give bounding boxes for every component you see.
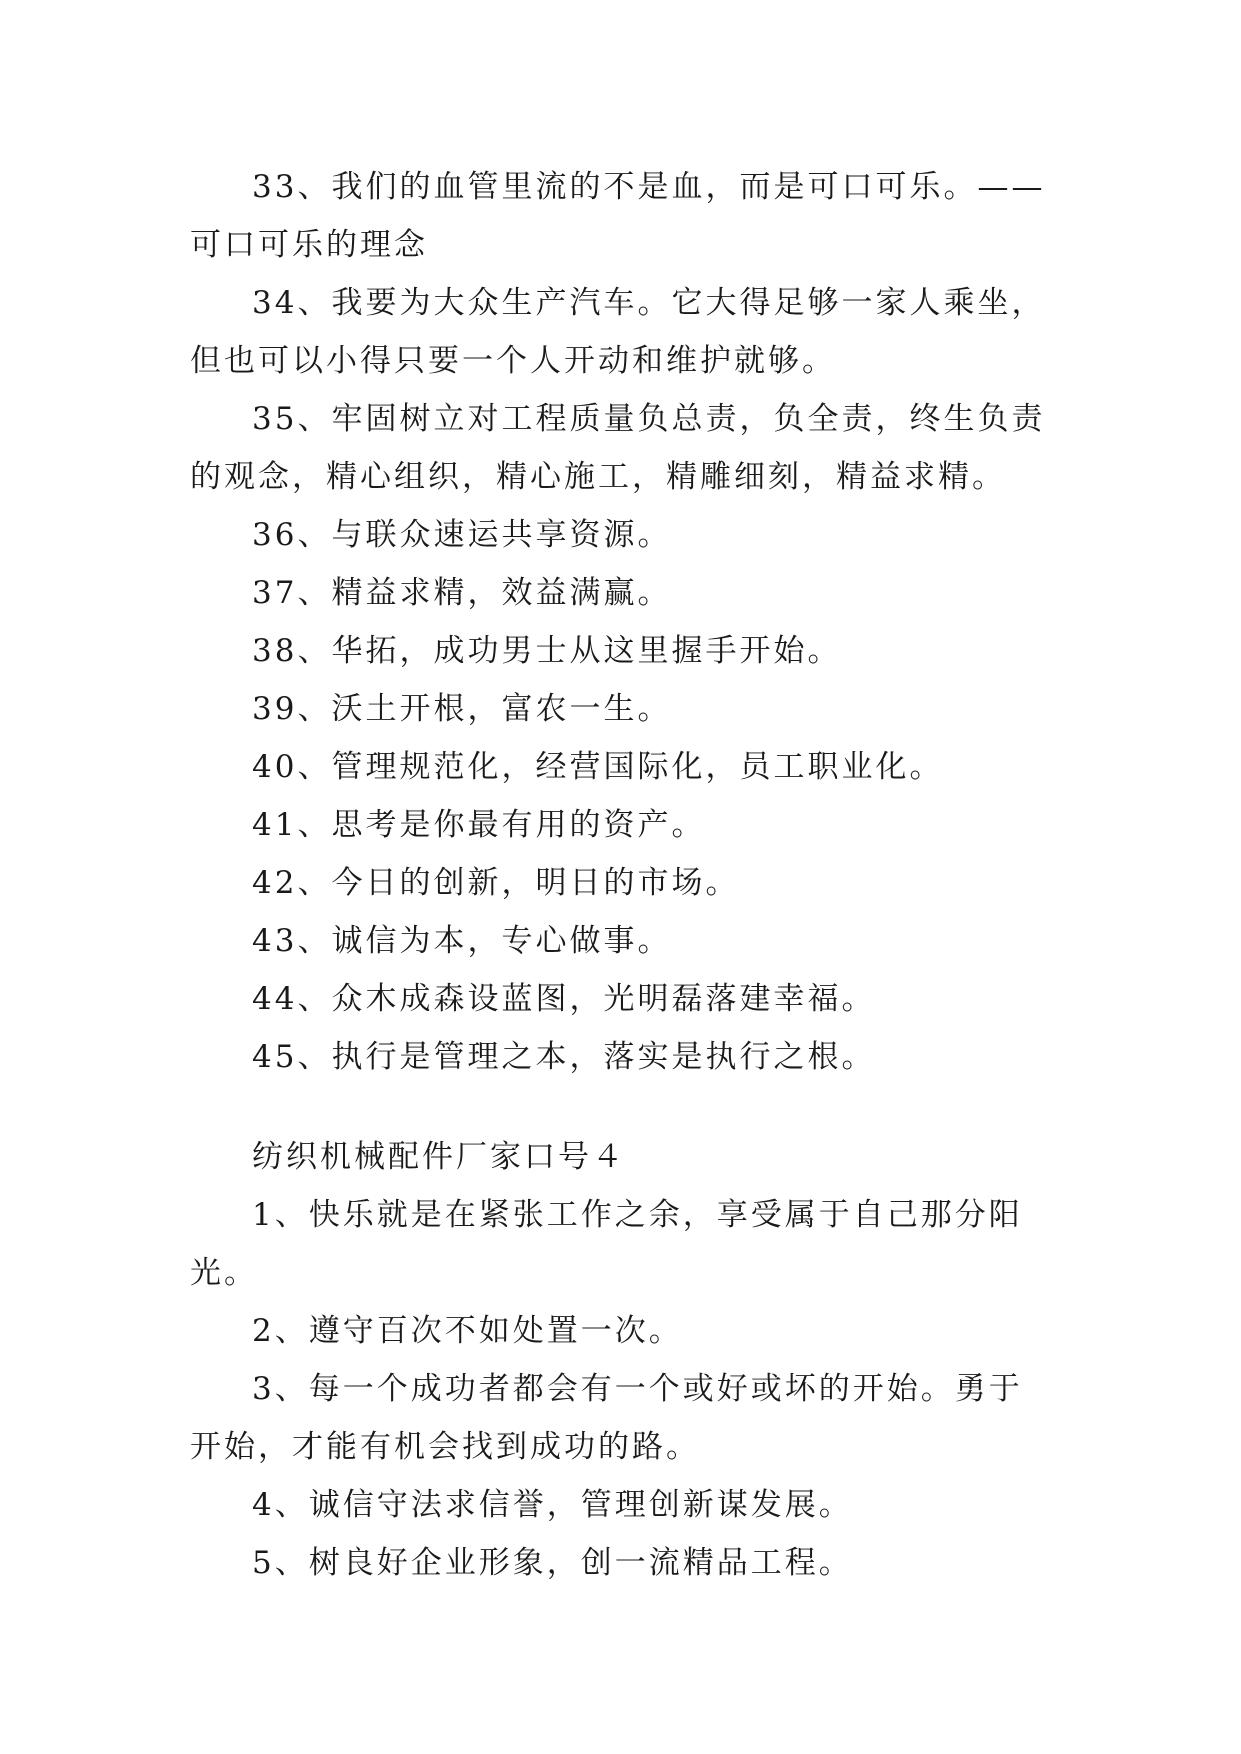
paragraph-39: 39、沃土开根，富农一生。: [252, 691, 672, 727]
paragraph-38: 38、华拓，成功男士从这里握手开始。: [252, 633, 842, 669]
paragraph-2: 2、遵守百次不如处置一次。: [252, 1313, 683, 1349]
paragraph-45: 45、执行是管理之本，落实是执行之根。: [252, 1039, 876, 1075]
paragraph-42: 42、今日的创新，明日的市场。: [252, 865, 740, 901]
paragraph-33: 33、我们的血管里流的不是血，而是可口可乐。——可口可乐的理念: [190, 169, 1046, 263]
document-body: [190, 158, 1050, 1592]
paragraph-35: 35、牢固树立对工程质量负总责，负全责，终生负责的观念，精心组织，精心施工，精雕细刻，精益求精。: [190, 401, 1046, 495]
paragraph-36: 36、与联众速运共享资源。: [252, 517, 672, 553]
paragraph-1: 1、快乐就是在紧张工作之余，享受属于自己那分阳光。: [190, 1197, 1023, 1291]
paragraph-4: 4、诚信守法求信誉，管理创新谋发展。: [252, 1487, 853, 1523]
paragraph-41: 41、思考是你最有用的资产。: [252, 807, 706, 843]
paragraph-40: 40、管理规范化，经营国际化，员工职业化。: [252, 749, 944, 785]
section-heading: 纺织机械配件厂家口号４: [252, 1139, 626, 1175]
paragraph-5: 5、树良好企业形象，创一流精品工程。: [252, 1545, 853, 1581]
paragraph-34: 34、我要为大众生产汽车。它大得足够一家人乘坐，但也可以小得只要一个人开动和维护就够。: [190, 285, 1046, 379]
paragraph-37: 37、精益求精，效益满赢。: [252, 575, 672, 611]
paragraph-3: 3、每一个成功者都会有一个或好或坏的开始。勇于开始，才能有机会找到成功的路。: [190, 1371, 1023, 1465]
paragraph-43: 43、诚信为本，专心做事。: [252, 923, 672, 959]
paragraph-44: 44、众木成森设蓝图，光明磊落建幸福。: [252, 981, 876, 1017]
